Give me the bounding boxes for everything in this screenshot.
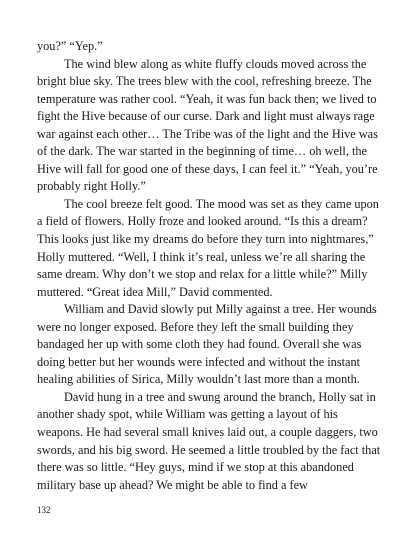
body-text — [37, 38, 384, 494]
page-number: 132 — [37, 505, 51, 515]
paragraph-5: David hung in a tree and swung around the branch, Holly sat in another shady spot, while William was getting a layout of his weapons. He had several small knives laid out, a couple daggers, two swords, and his big sword. He seemed a little troubled by the fact that there was so little. “Hey guys, mind if we stop at this abandoned military base up ahead? We might be able to find a few — [37, 389, 381, 492]
paragraph-3: The cool breeze felt good. The mood was set as they came upon a field of flowers. Holly froze and looked around. “Is this a dream? This looks just like my dreams do before they turn into nightmares,” Holly muttered. “Well, I think it’s real, unless we’re all sharing the same dream. Why don’t we stop and relax for a little while?” Milly muttered. “Great idea Mill,” David commented. — [37, 196, 379, 299]
paragraph-2: The wind blew along as white fluffy clouds moved across the bright blue sky. The trees blew with the cool, refreshing breeze. The temperature was rather cool. “Yeah, it was fun back then; we lived to fight the Hive because of our curse. Dark and light must always rage war against each other… The Tribe was of the light and the Hive was of the dark. The war started in the beginning of time… oh well, the Hive will fall for good one of these days, I can feel it.” “Yeah, you’re probably right Holly.” — [37, 56, 378, 194]
paragraph-4: William and David slowly put Milly against a tree. Her wounds were no longer exposed. Before they left the small building they bandaged her up with some cloth they had found. Overall she was doing better but her wounds were infected and without the instant healing abilities of Sirica, Milly wouldn’t last more than a month. — [37, 302, 377, 387]
paragraph-1: you?” “Yep.” — [37, 39, 103, 53]
